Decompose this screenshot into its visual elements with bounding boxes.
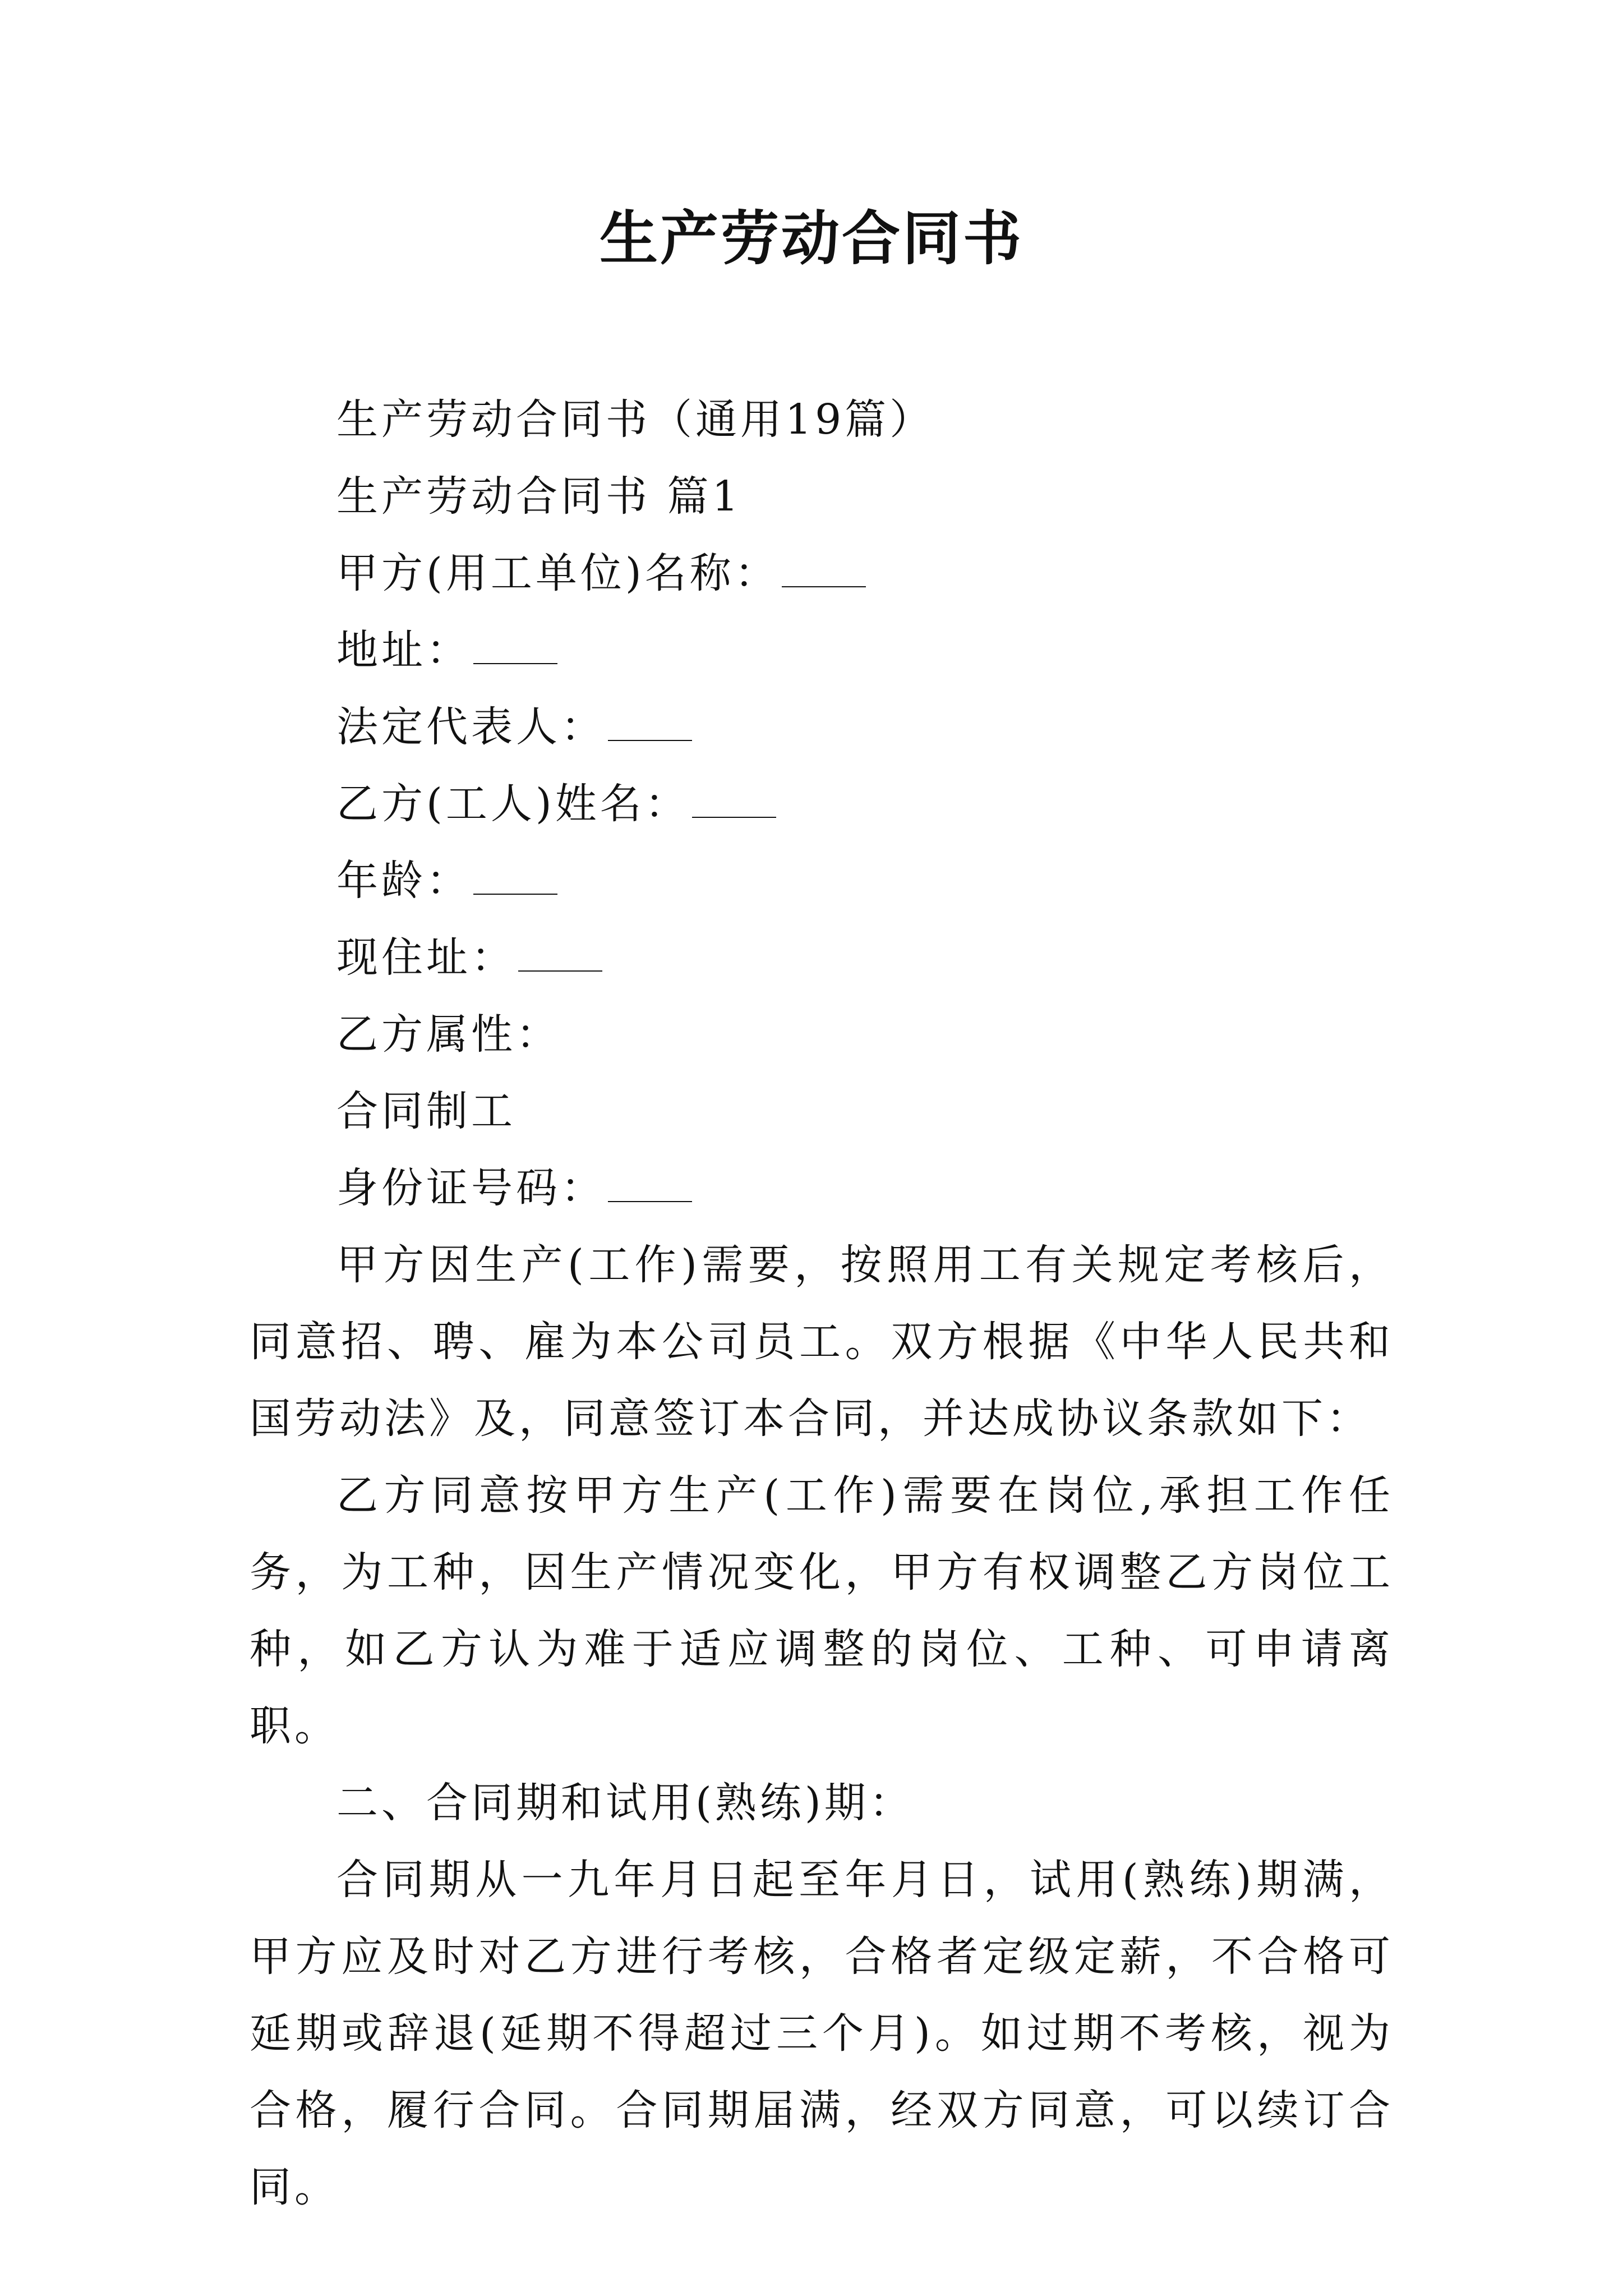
field-label: 法定代表人： bbox=[336, 703, 606, 751]
blank-underline bbox=[608, 1167, 692, 1202]
blank-underline bbox=[608, 706, 692, 741]
worker-type-value bbox=[250, 1073, 1394, 1150]
field-legal-representative bbox=[250, 689, 1394, 766]
blank-underline bbox=[782, 553, 866, 587]
blank-underline bbox=[473, 860, 557, 895]
field-label: 身份证号码： bbox=[336, 1164, 606, 1212]
field-current-address bbox=[250, 919, 1394, 996]
blank-underline bbox=[692, 783, 776, 818]
field-age bbox=[250, 843, 1394, 919]
paragraph-section-two-heading: 二、合同期和试用(熟练)期： bbox=[336, 1779, 914, 1827]
subtitle-text: 生产劳动合同书（通用19篇） bbox=[336, 395, 935, 444]
field-label: 乙方(工人)姓名： bbox=[336, 780, 690, 828]
document-title: 生产劳动合同书 bbox=[599, 204, 1023, 273]
paragraph-position: 乙方同意按甲方生产(工作)需要在岗位,承担工作任务，为工种，因生产情况变化，甲方有权调整乙方岗位工种，如乙方认为难于适应调整的岗位、工种、可申请离职。 bbox=[250, 1471, 1394, 1750]
field-worker-name bbox=[250, 766, 1394, 843]
field-worker-type bbox=[250, 996, 1394, 1073]
paragraph-contract-term: 合同期从一九年月日起至年月日，试用(熟练)期满，甲方应及时对乙方进行考核，合格者定级定薪，不合格可延期或辞退(延期不得超过三个月)。如过期不考核，视为合格，履行合同。合同期届满，经双方同意，可以续订合同。 bbox=[250, 1856, 1394, 2211]
field-label: 甲方(用工单位)名称： bbox=[336, 549, 780, 597]
section-heading bbox=[250, 458, 1394, 535]
field-label: 现住址： bbox=[336, 933, 516, 982]
field-id-number bbox=[250, 1150, 1394, 1227]
paragraph-hiring: 甲方因生产(工作)需要，按照用工有关规定考核后，同意招、聘、雇为本公司员工。双方根据《中华人民共和国劳动法》及，同意签订本合同，并达成协议条款如下： bbox=[250, 1241, 1394, 1443]
document-body bbox=[250, 381, 1394, 2226]
field-value: 合同制工 bbox=[336, 1087, 516, 1135]
field-label: 年龄： bbox=[336, 857, 471, 905]
field-address bbox=[250, 612, 1394, 689]
subtitle-line bbox=[250, 381, 1394, 458]
field-label: 地址： bbox=[336, 626, 471, 674]
field-label: 乙方属性： bbox=[336, 1010, 561, 1059]
section-heading-text: 生产劳动合同书 篇1 bbox=[336, 472, 742, 521]
field-employer-name bbox=[250, 535, 1394, 612]
blank-underline bbox=[518, 937, 602, 972]
blank-underline bbox=[473, 629, 557, 664]
